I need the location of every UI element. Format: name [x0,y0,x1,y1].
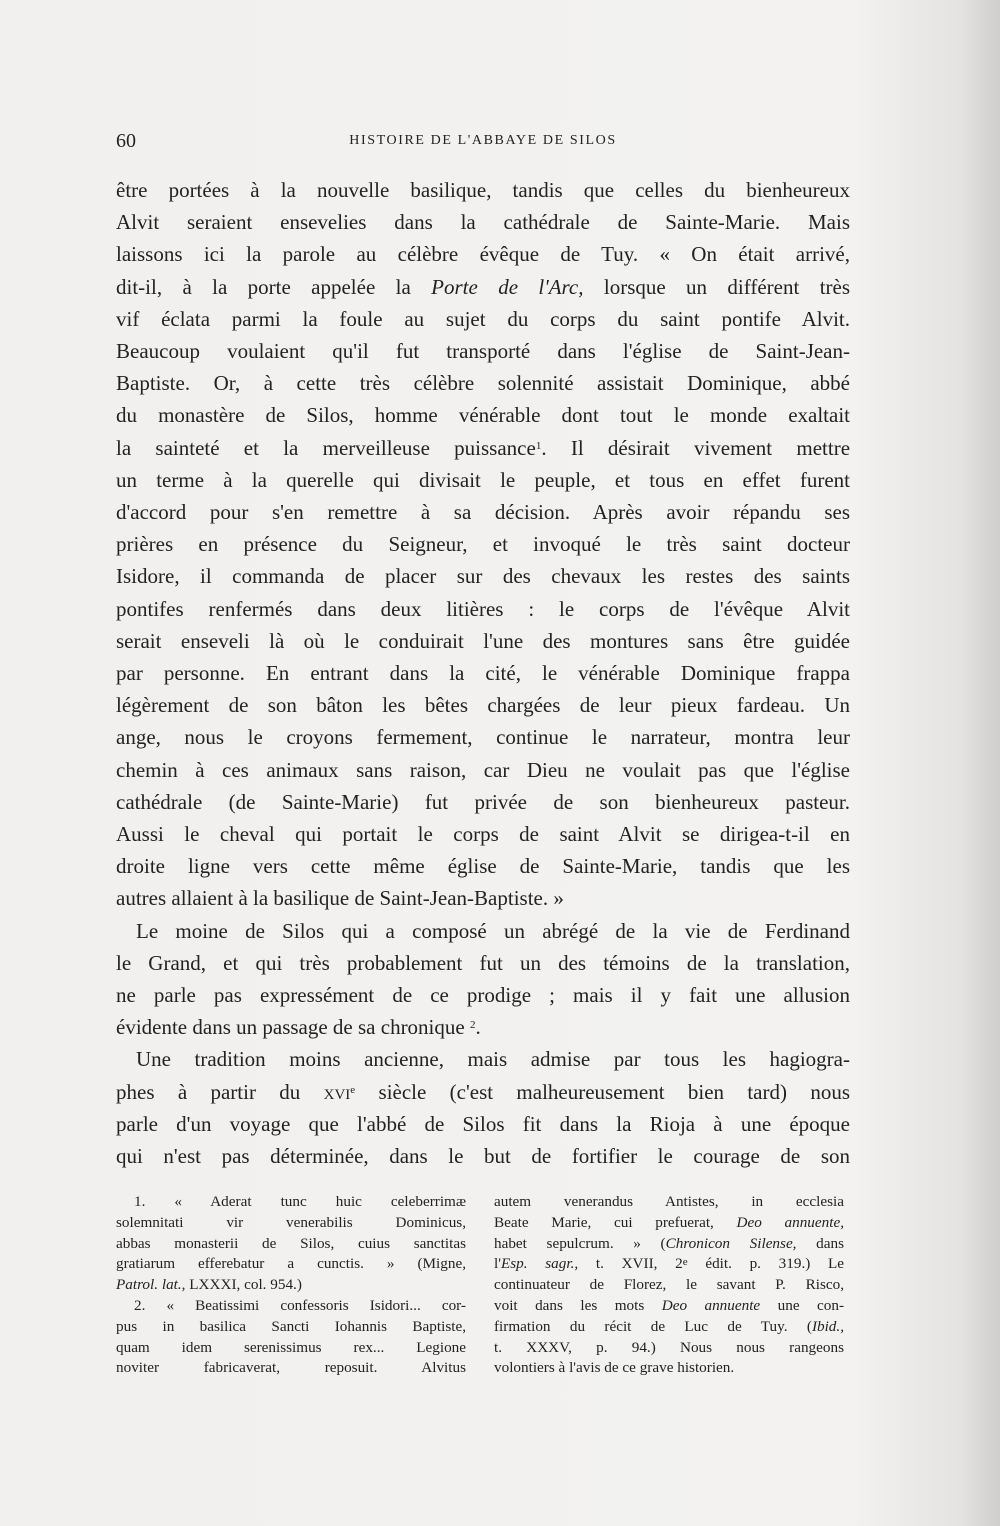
text-line [116,271,850,303]
text-line [116,1076,850,1108]
text-line: évidente dans un passage de sa chronique $^2$. [116,1015,481,1040]
footnote-line [494,1234,844,1255]
text-segment: dans [816,1234,844,1252]
text-segment: Il désirait vivement mettre [570,435,851,460]
footnote-line: abbas monasterii de Silos, cuius sanctitas [116,1234,466,1252]
text-segment: évidente dans un passage de sa chronique [116,1015,465,1040]
text-line: prières en présence du Seigneur, et invoqué le très saint docteur [116,532,850,557]
italic-phrase: Deo annuente [661,1296,761,1314]
text-line: pontifes renfermés dans deux litières : le corps de l'évêque Alvit [116,596,850,621]
footnote-line [494,1254,844,1275]
text-line: Aussi le cheval qui portait le corps de saint Alvit se dirigea-t-il en [116,822,850,847]
footnote-ref-2[interactable]: 2 [469,1019,476,1032]
text-line: légèrement de son bâton les bêtes chargées de leur pieux fardeau. Un [116,693,850,718]
text-segment: lorsque un différent très [603,274,851,299]
footnote-line: noviter fabricaverat, reposuit. Alvitus [116,1359,466,1377]
italic-citation: Ibid., [811,1317,844,1335]
footnote-line: solemnitati vir venerabilis Dominicus, [116,1213,466,1231]
footnote-column-right [494,1192,844,1379]
text-line: la sainteté et la merveilleuse puissance$^1$. Il désirait vivement mettre [116,435,851,460]
footnote-line: quam idem serenissimus rex... Legione [116,1338,466,1356]
text-line: cathédrale (de Sainte-Marie) fut privée de son bienheureux pasteur. [116,789,850,814]
text-segment: dit-il, à la porte appelée la [116,274,411,299]
century-suffix: e [350,1083,356,1096]
text-line: Isidore, il commanda de placer sur des chevaux les restes des saints [116,564,850,589]
text-line: serait enseveli là où le conduirait l'une des montures sans être guidée [116,628,850,653]
text-line: Le moine de Silos qui a composé un abrégé de la vie de Ferdinand [136,918,850,943]
text-line: par personne. En entrant dans la cité, le vénérable Dominique frappa [116,661,850,686]
text-segment: l' [494,1255,501,1273]
footnotes [116,1192,850,1452]
footnote-line: 2. « Beatissimi confessoris Isidori... cor- [134,1296,466,1314]
footnote-line: continuateur de Florez, le savant P. Risco, [494,1276,844,1294]
main-text [116,174,850,1172]
italic-citation: Chronicon Silense, [665,1234,797,1252]
footnote-line: autem venerandus Antistes, in ecclesia [494,1193,844,1210]
text-line: autres allaient à la basilique de Saint-Jean-Baptiste. » [116,886,564,911]
text-segment: édit. p. 319.) Le [705,1255,845,1273]
text-line: être portées à la nouvelle basilique, tandis que celles du bienheureux [116,178,850,202]
text-line: Baptiste. Or, à cette très célèbre solennité assistait Dominique, abbé [116,371,850,396]
text-segment: Beate Marie, cui prefuerat, [494,1213,714,1231]
footnote-line: gratiarum efferebatur a cunctis. » (Migne, [116,1255,466,1273]
italic-citation: Patrol. lat., [116,1276,186,1294]
text-segment: habet sepulcrum. » ( [494,1234,666,1252]
text-line: Alvit seraient ensevelies dans la cathédrale de Sainte-Marie. Mais [116,210,850,235]
text-segment: t. XVII, 2 [595,1255,683,1273]
footnote-line: pus in basilica Sancti Iohannis Baptiste, [116,1317,466,1335]
text-segment: voit dans les mots [494,1296,645,1314]
footnote-line: t. XXXV, p. 94.) Nous nous rangeons [494,1338,844,1356]
footnote-line [116,1275,466,1296]
edition-suffix: e [682,1256,688,1269]
page-header [116,130,850,156]
text-line: laissons ici la parole au célèbre évêque de Tuy. « On était arrivé, [116,242,850,267]
text-line: du monastère de Silos, homme vénérable dont tout le monde exaltait [116,403,850,428]
text-line: ange, nous le croyons fermement, continue le narrateur, montra leur [116,725,850,750]
footnote-ref-1[interactable]: 1 [535,439,542,452]
text-line: vif éclata parmi la foule au sujet du corps du saint pontife Alvit. [116,306,850,331]
text-segment: siècle (c'est malheureusement bien tard) nous [355,1079,850,1104]
footnote-line [494,1213,844,1234]
running-title: HISTOIRE DE L'ABBAYE DE SILOS [349,133,617,148]
text-line: le Grand, et qui très probablement fut un des témoins de la translation, [116,950,850,975]
text-line: Une tradition moins ancienne, mais admise par tous les hagiogra- [136,1047,850,1072]
italic-place-name: Porte de l'Arc, [431,274,584,299]
footnote-line: 1. « Aderat tunc huic celeberrimæ [134,1193,466,1210]
text-segment: une con- [777,1296,845,1314]
footnote-line: volontiers à l'avis de ce grave historien. [494,1359,735,1377]
text-line: Beaucoup voulaient qu'il fut transporté dans l'église de Saint-Jean- [116,339,850,364]
text-line: ne parle pas expressément de ce prodige ; mais il y fait une allusion [116,983,850,1008]
text-line: droite ligne vers cette même église de Sainte-Marie, tandis que les [116,854,850,879]
italic-phrase: Deo annuente, [736,1213,844,1231]
footnote-line [494,1317,844,1338]
text-segment: firmation du récit de Luc de Tuy. ( [494,1317,812,1335]
text-segment: phes à partir du [116,1079,324,1104]
text-segment: la sainteté et la merveilleuse puissance [116,435,536,460]
text-line: qui n'est pas déterminée, dans le but de fortifier le courage de son [116,1144,850,1169]
century-numeral: xvi [323,1079,351,1104]
text-line: chemin à ces animaux sans raison, car Dieu ne voulait pas que l'église [116,757,850,782]
text-line: parle d'un voyage que l'abbé de Silos fit dans la Rioja à une époque [116,1111,850,1136]
footnote-column-left [116,1192,466,1379]
footnote-line [494,1296,844,1317]
text-segment: LXXXI, col. 954.) [189,1276,302,1294]
page-number: 60 [116,130,136,152]
italic-citation: Esp. sagr., [500,1255,579,1273]
text-line: d'accord pour s'en remettre à sa décision. Après avoir répandu ses [116,500,850,525]
text-line: un terme à la querelle qui divisait le peuple, et tous en effet furent [116,467,850,492]
